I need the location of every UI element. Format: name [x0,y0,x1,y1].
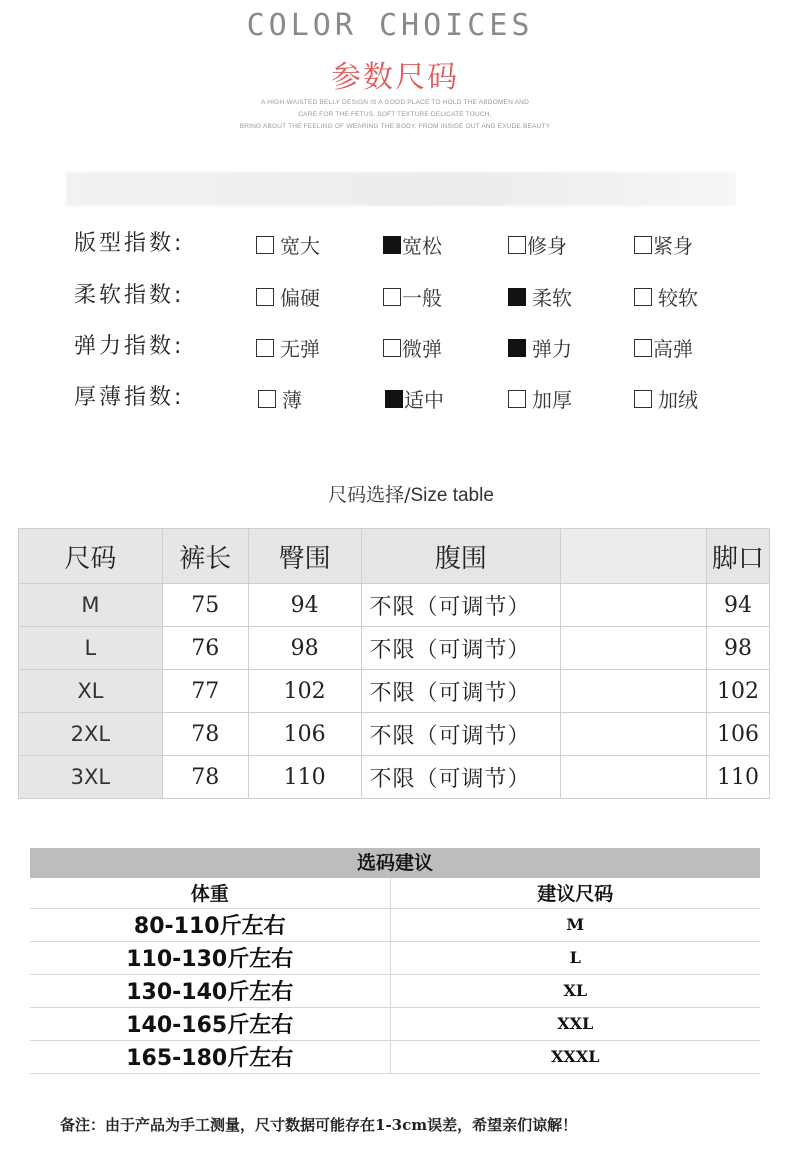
header-subtitle-line-1: A HIGH-WAISTED BELLY DESIGN IS A GOOD PLACE TO HOLD THE ABDOMEN AND [261,99,529,106]
header-cell: 腹围 [361,529,561,584]
size-cell: L [19,627,163,670]
checkbox-icon[interactable] [256,236,274,254]
weight-cell: 130-140斤左右 [30,974,390,1007]
option-item[interactable] [508,282,572,311]
option-item[interactable] [383,282,442,311]
option-item[interactable] [508,333,572,362]
weight-cell: 140-165斤左右 [30,1007,390,1040]
table-cell [561,584,707,627]
checkbox-icon[interactable] [508,236,526,254]
table-cell [561,627,707,670]
table-cell: 77 [162,670,248,713]
option-item[interactable] [385,384,444,413]
index-label: 柔软指数: [74,283,185,308]
option-label: 高弹 [653,337,693,361]
size-cell: 3XL [19,756,163,799]
option-item[interactable] [508,384,572,413]
index-row-thickness [0,380,790,420]
index-label: 弹力指数: [74,334,185,359]
size-cell: XL [19,670,163,713]
index-label: 版型指数: [74,231,185,256]
table-cell: 不限（可调节） [361,756,561,799]
option-label: 弹力 [532,337,572,361]
option-item[interactable] [383,333,442,362]
checkbox-icon[interactable] [256,288,274,306]
table-cell: 75 [162,584,248,627]
table-row [30,908,760,941]
weight-cell: 80-110斤左右 [30,908,390,941]
checkbox-icon[interactable] [508,390,526,408]
checkbox-icon[interactable] [634,236,652,254]
option-label: 柔软 [532,286,572,310]
header-cell: 臀围 [248,529,361,584]
option-item[interactable] [634,384,698,413]
table-cell: 98 [248,627,361,670]
option-item[interactable] [634,282,698,311]
checkbox-icon[interactable] [256,339,274,357]
checkbox-icon[interactable] [634,390,652,408]
table-cell [561,756,707,799]
option-item[interactable] [634,333,693,362]
table-cell: 不限（可调节） [361,584,561,627]
size-table-title [0,480,790,507]
option-label: 薄 [282,388,302,412]
option-label: 修身 [527,234,567,258]
table-cell: 不限（可调节） [361,670,561,713]
checkbox-icon[interactable] [634,288,652,306]
checkbox-checked-icon[interactable] [383,236,401,254]
table-cell [561,670,707,713]
table-row [30,1040,760,1073]
table-cell: 106 [706,713,769,756]
table-cell: 不限（可调节） [361,627,561,670]
table-cell: 76 [162,627,248,670]
header-cell: 尺码 [19,529,163,584]
size-table-title-cn: 尺码选择/ [328,484,411,506]
recommend-title: 选码建议 [30,848,760,878]
option-label: 一般 [402,286,442,310]
table-cell: 78 [162,713,248,756]
size-cell: L [390,941,760,974]
index-label: 厚薄指数: [74,385,185,410]
weight-cell: 165-180斤左右 [30,1040,390,1073]
option-label: 紧身 [653,234,693,258]
table-row [19,627,770,670]
header-cell [561,529,707,584]
checkbox-icon[interactable] [383,288,401,306]
size-cell: 2XL [19,713,163,756]
checkbox-checked-icon[interactable] [508,339,526,357]
size-cell: M [390,908,760,941]
option-label: 偏硬 [280,286,320,310]
header-cell: 脚口 [706,529,769,584]
header-cell: 体重 [30,878,390,908]
checkbox-checked-icon[interactable] [385,390,403,408]
table-row [19,670,770,713]
size-table-header-row [19,529,770,584]
checkbox-icon[interactable] [258,390,276,408]
header-subtitle-line-3: BRING ABOUT THE FEELING OF WEARING THE BODY, FROM INSIDE OUT AND EXUDE BEAUTY [239,123,551,130]
option-label: 较软 [658,286,698,310]
table-cell: 110 [706,756,769,799]
header-cell: 裤长 [162,529,248,584]
header-subtitle-line-2: CARE FOR THE FETUS, SOFT TEXTURE DELICATE TOUCH, [298,111,492,118]
table-row [30,941,760,974]
header-cell: 建议尺码 [390,878,760,908]
option-label: 宽松 [402,234,442,258]
footnote: 备注：由于产品为手工测量，尺寸数据可能存在1-3cm误差，希望亲们谅解！ [60,1116,578,1134]
index-row-elasticity [0,329,790,369]
checkbox-checked-icon[interactable] [508,288,526,306]
table-row [19,756,770,799]
option-label: 无弹 [280,337,320,361]
recommend-header-row [30,878,760,908]
header-title-cn: 参数尺码 [331,60,459,95]
size-cell: XXXL [390,1040,760,1073]
table-cell: 110 [248,756,361,799]
size-cell: XXL [390,1007,760,1040]
table-cell: 102 [248,670,361,713]
table-cell: 106 [248,713,361,756]
checkbox-icon[interactable] [383,339,401,357]
table-cell: 102 [706,670,769,713]
table-row [19,584,770,627]
recommend-table [30,878,760,1074]
decorative-band [66,172,736,206]
size-table [18,528,770,799]
option-item[interactable] [256,333,320,362]
checkbox-icon[interactable] [634,339,652,357]
table-cell: 不限（可调节） [361,713,561,756]
option-item[interactable] [256,282,320,311]
option-item[interactable] [634,230,693,259]
weight-cell: 110-130斤左右 [30,941,390,974]
option-label: 加厚 [532,388,572,412]
option-label: 适中 [404,388,444,412]
size-cell: XL [390,974,760,1007]
table-row [19,713,770,756]
option-item[interactable] [508,230,567,259]
option-item[interactable] [383,230,442,259]
option-item[interactable] [258,384,302,413]
table-cell: 94 [248,584,361,627]
index-row-softness [0,278,790,318]
table-cell: 94 [706,584,769,627]
size-table-title-en: Size table [410,485,494,506]
table-row [30,974,760,1007]
table-cell: 98 [706,627,769,670]
table-cell: 78 [162,756,248,799]
table-cell [561,713,707,756]
header-title-en: COLOR CHOICES [246,8,534,43]
option-item[interactable] [256,230,320,259]
option-label: 微弹 [402,337,442,361]
option-label: 宽大 [280,234,320,258]
table-row [30,1007,760,1040]
index-row-fit [0,226,790,266]
option-label: 加绒 [658,388,698,412]
size-cell: M [19,584,163,627]
